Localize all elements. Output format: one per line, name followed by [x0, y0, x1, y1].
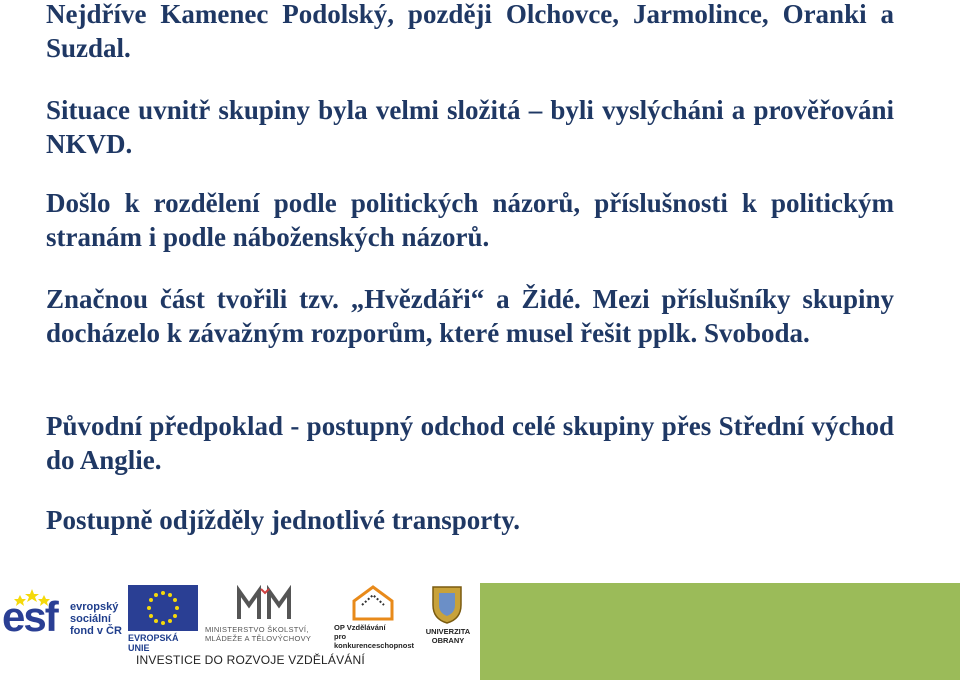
op-shape-icon	[348, 583, 398, 623]
paragraph-6: Postupně odjížděly jednotlivé transporty.	[46, 505, 521, 535]
footer-logos	[0, 581, 960, 680]
msmt-caption-1: MINISTERSTVO ŠKOLSTVÍ,	[205, 625, 309, 634]
esf-caption-1: evropský	[70, 601, 119, 613]
paragraph-3: Došlo k rozdělení podle politických názorů, příslušnosti k politickým stranám i podle náboženských názorů.	[46, 188, 894, 252]
op-caption-1: OP Vzdělávání	[334, 623, 386, 632]
esf-logo	[2, 587, 122, 649]
uo-logo	[420, 583, 476, 647]
university-crest-icon	[430, 583, 464, 625]
eu-flag-icon	[128, 585, 198, 631]
msmt-caption-2: MLÁDEŽE A TĚLOVÝCHOVY	[205, 634, 312, 643]
msmt-monogram-icon	[235, 585, 299, 623]
msmt-logo	[205, 585, 325, 647]
esf-caption-3: fond v ČR	[70, 625, 122, 637]
eu-caption: EVROPSKÁ UNIE	[128, 633, 179, 653]
uo-caption-2: OBRANY	[431, 636, 465, 645]
green-accent-block	[480, 583, 960, 680]
paragraph-4: Značnou část tvořili tzv. „Hvězdáři“ a Židé. Mezi příslušníky skupiny docházelo k závažným rozporům, které musel řešit pplk. Svoboda.	[46, 284, 894, 348]
esf-caption-2: sociální	[70, 613, 111, 625]
esf-wordmark: esf	[2, 593, 57, 640]
paragraph-5: Původní předpoklad - postupný odchod celé skupiny přes Střední východ do Anglie.	[46, 411, 894, 475]
paragraph-1: Nejdříve Kamenec Podolský, později Olchovce, Jarmolince, Oranki a Suzdal.	[46, 0, 894, 63]
paragraph-2: Situace uvnitř skupiny byla velmi složitá – byli vyslýcháni a prověřováni NKVD.	[46, 95, 894, 159]
op-logo	[330, 583, 415, 650]
investment-tagline: INVESTICE DO ROZVOJE VZDĚLÁVÁNÍ	[136, 653, 365, 667]
uo-caption-1: UNIVERZITA	[425, 627, 471, 636]
eu-logo	[128, 585, 200, 653]
op-caption-2: pro konkurenceschopnost	[334, 632, 415, 650]
